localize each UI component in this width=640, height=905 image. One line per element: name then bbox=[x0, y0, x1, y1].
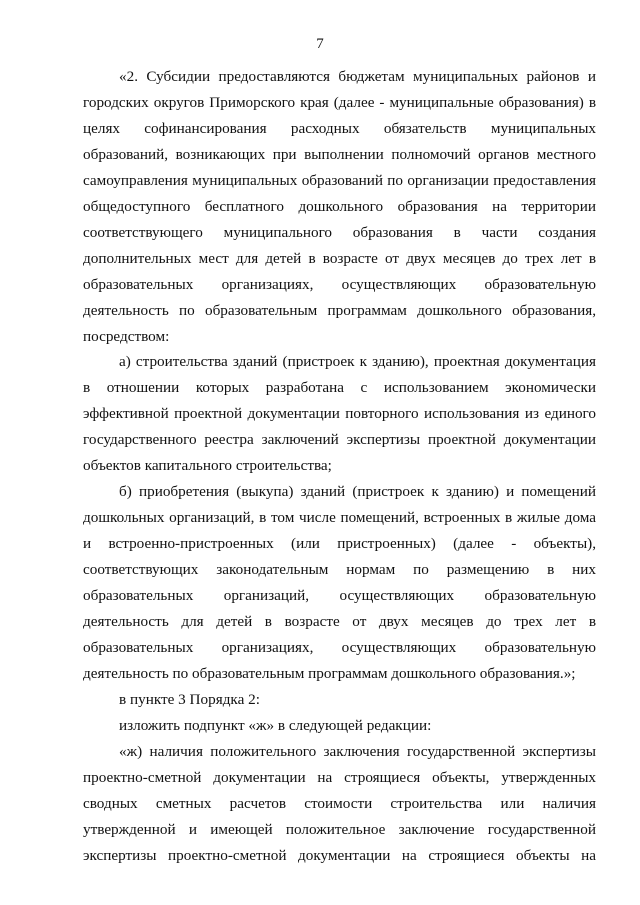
paragraph-item-a: а) строительства зданий (пристроек к зданию), проектная документация в отношении которых разработана с использованием экономически эффективной проектной документации повторного использования из единого государственного реестра заключений экспертизы проектной документации объектов капитального строительства; bbox=[83, 353, 596, 475]
paragraph-item-zh: «ж) наличия положительного заключения государственной экспертизы проектно-сметной документации на строящиеся объекты, утвержденных сводных сметных расчетов стоимости строительства или наличия утвержденной и имеющей положительное заключение государственной экспертизы проектно-сметной документации на строящиеся объекты на bbox=[83, 742, 596, 864]
paragraph-point-3: в пункте 3 Порядка 2: bbox=[119, 690, 260, 708]
document-body bbox=[83, 64, 596, 869]
paragraph-amend-instruction: изложить подпункт «ж» в следующей редакции: bbox=[119, 716, 432, 734]
paragraph-item-b: б) приобретения (выкупа) зданий (пристроек к зданию) и помещений дошкольных организаций, в том числе помещений, встроенных в жилые дома и встроенно-пристроенных (или пристроенных) (далее - объекты), соответствующих законодательным нормам по размещению в них образовательных организаций, осуществляющих образовательную деятельность для детей в возрасте от двух месяцев до трех лет в образовательных организациях, осуществляющих образовательную деятельность по образовательным программам дошкольного образования.»; bbox=[83, 483, 596, 682]
page-number: 7 bbox=[316, 36, 324, 52]
paragraph-subsidies: «2. Субсидии предоставляются бюджетам муниципальных районов и городских округов Приморского края (далее - муниципальные образования) в целях софинансирования расходных обязательств муниципальных образований, возникающих при выполнении полномочий органов местного самоуправления муниципальных образований по организации предоставления общедоступного бесплатного дошкольного образования на территории соответствующего муниципального образования в части создания дополнительных мест для детей в возрасте от двух месяцев до трех лет в образовательных организациях, осуществляющих образовательную деятельность по образовательным программам дошкольного образования, посредством: bbox=[83, 68, 596, 345]
